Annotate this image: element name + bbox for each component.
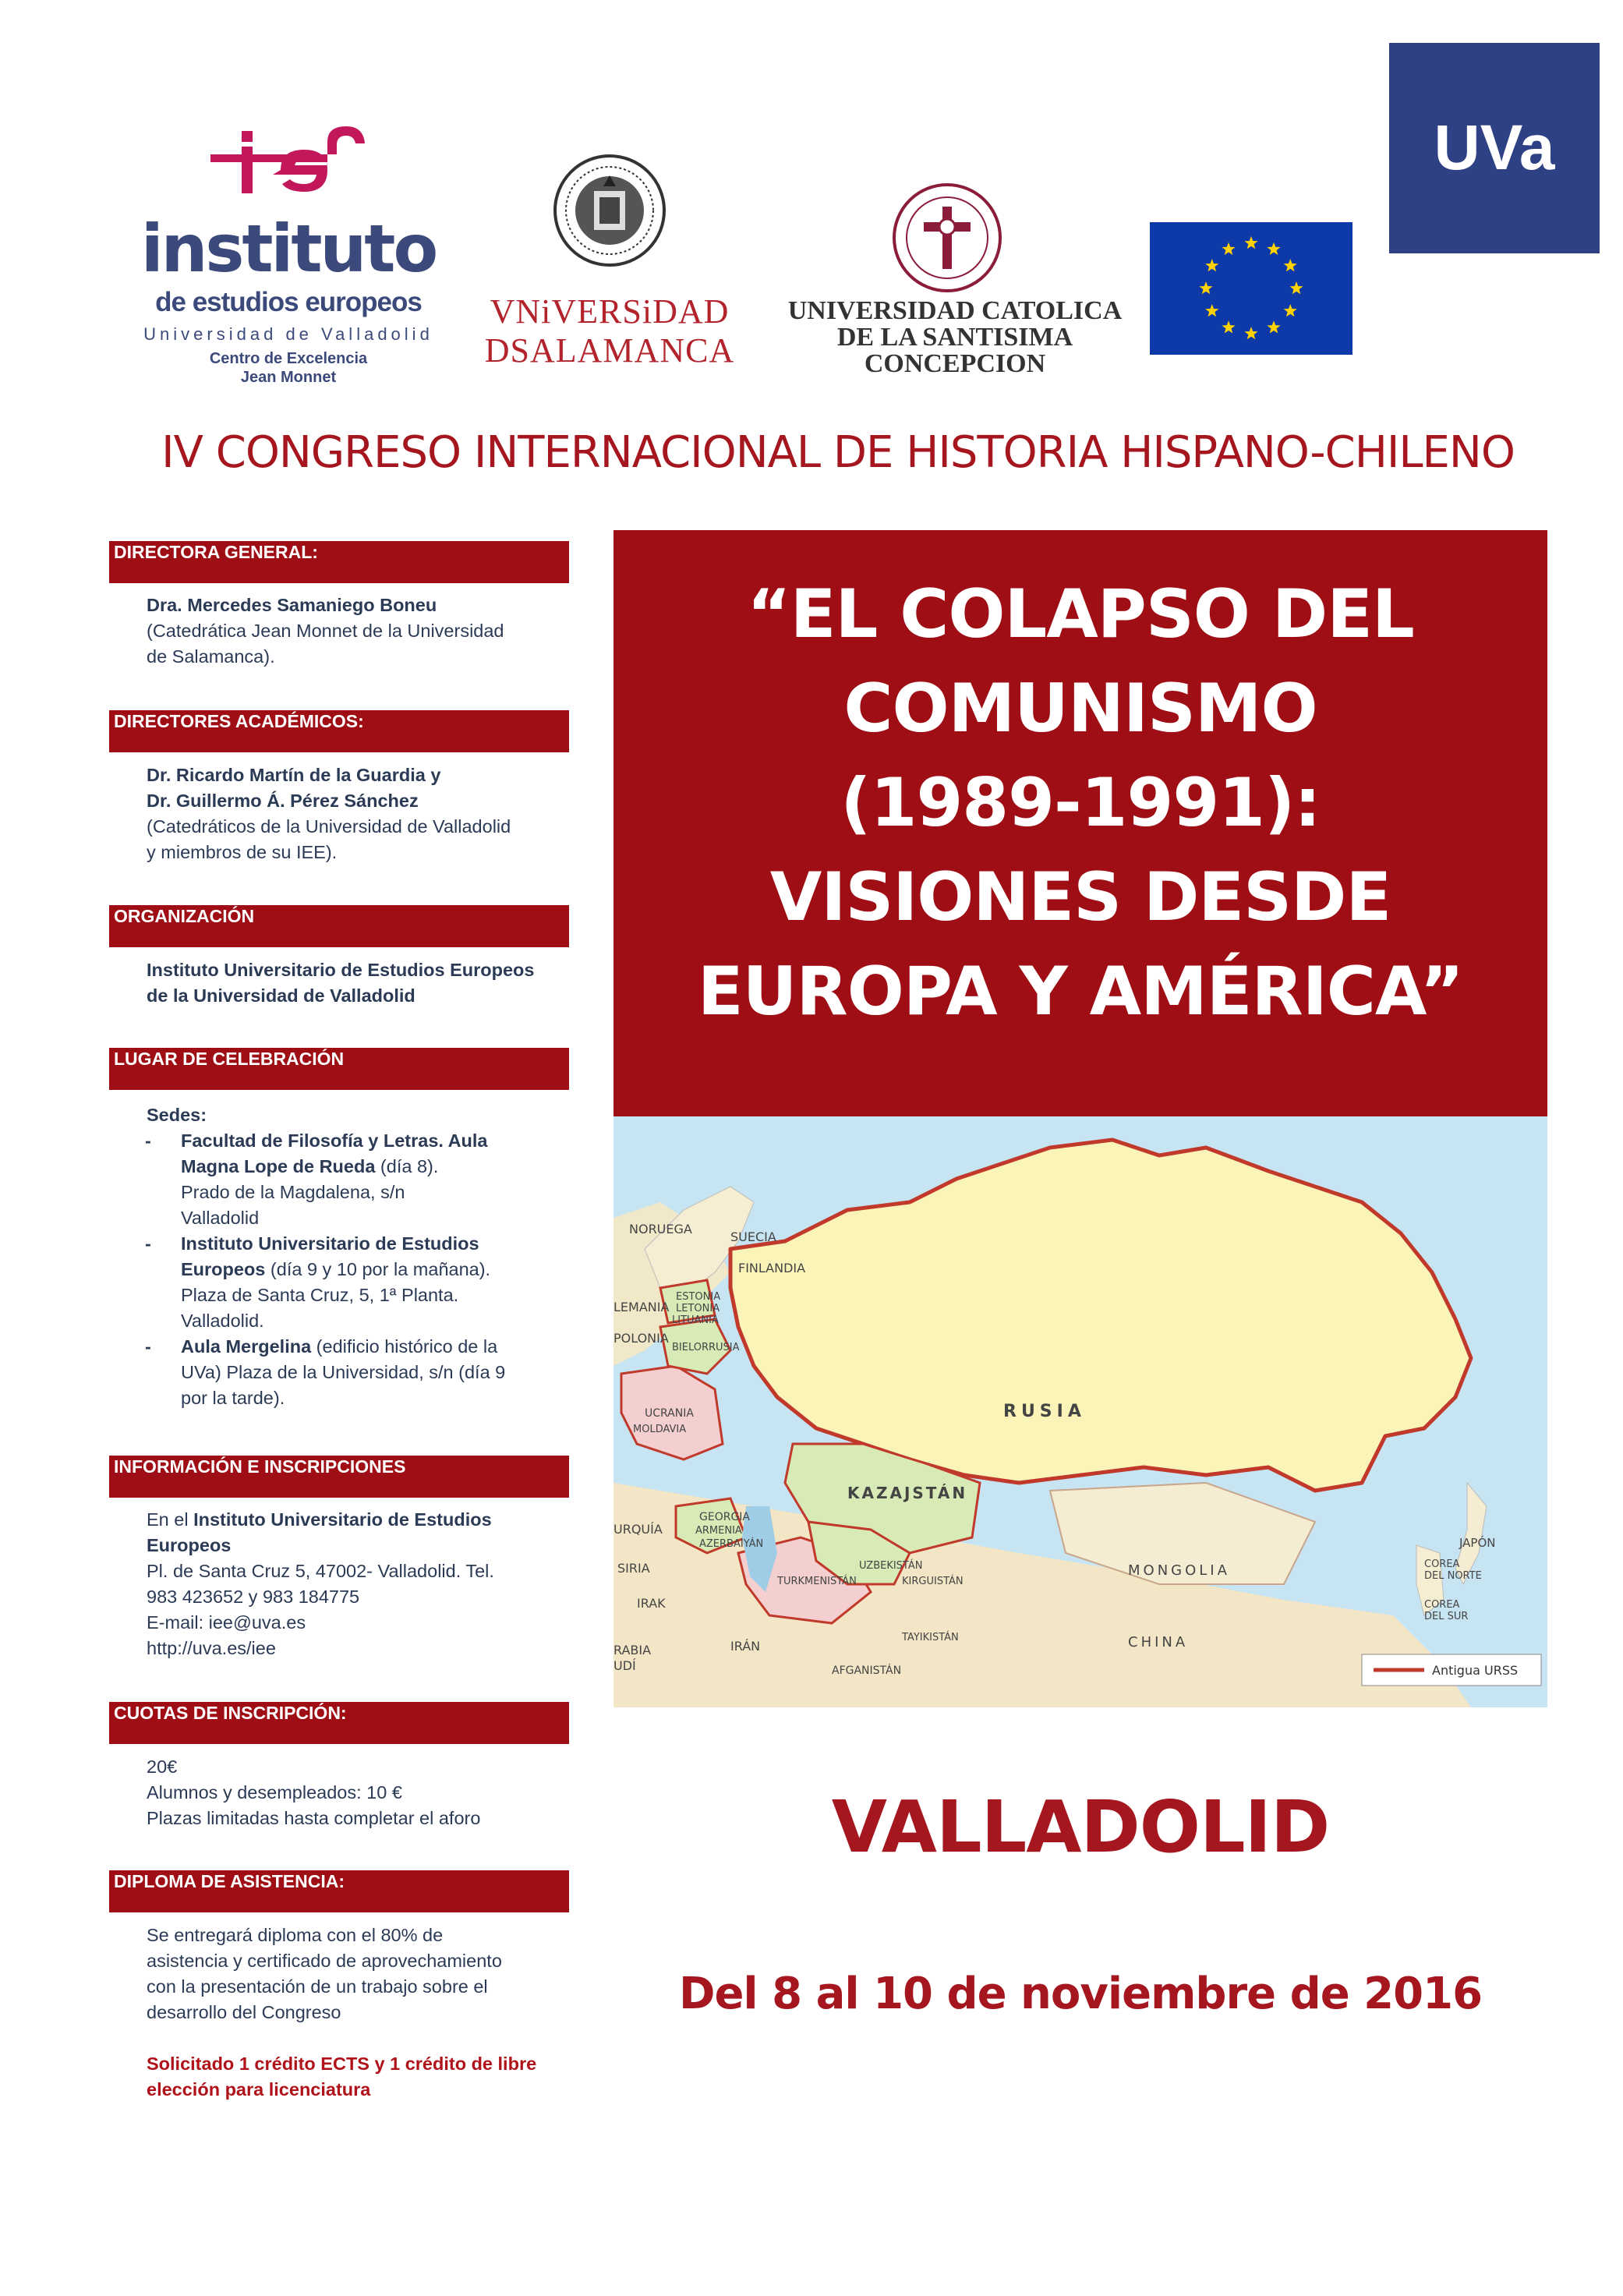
map-label-afganistan: AFGANISTÁN (832, 1665, 902, 1677)
info-bold-1: Instituto Universitario de Estudios (193, 1509, 492, 1530)
info-intro: En el (147, 1509, 194, 1530)
section-heading-cuotas: CUOTAS DE INSCRIPCIÓN: (109, 1702, 569, 1744)
info-email[interactable]: E-mail: iee@uva.es (147, 1612, 306, 1633)
section-body-cuotas (147, 1754, 568, 1831)
organizacion-line-1: Instituto Universitario de Estudios Europeos (147, 960, 535, 980)
ussr-map (613, 1116, 1547, 1707)
event-dates: Del 8 al 10 de noviembre de 2016 (678, 1969, 1483, 2019)
map-label-ucrania: UCRANIA (645, 1407, 694, 1420)
ucsc-text (783, 298, 1126, 377)
usal-text (477, 292, 742, 370)
map-label-corea-sur-2: DEL SUR (1424, 1611, 1469, 1622)
map-label-polonia: POLONIA (613, 1331, 669, 1346)
map-label-bielorrusia: BIELORRUSIA (672, 1342, 740, 1353)
map-label-turquia: URQUÍA (613, 1522, 663, 1537)
section-body-organizacion (147, 957, 568, 1009)
eu-star-icon (1244, 236, 1257, 249)
organizacion-line-2: de la Universidad de Valladolid (147, 985, 415, 1006)
map-legend (1362, 1654, 1541, 1686)
usal-logo (477, 152, 742, 386)
uva-logo (1389, 43, 1600, 253)
sede-3-bold-1: Aula Mergelina (181, 1336, 312, 1357)
section-heading-diploma: DIPLOMA DE ASISTENCIA: (109, 1870, 569, 1912)
eu-star-icon (1284, 259, 1297, 271)
section-body-directores (147, 762, 568, 865)
info-line-3: Pl. de Santa Cruz 5, 47002- Valladolid. Tel. (147, 1561, 494, 1581)
sede-2-line-3: Plaza de Santa Cruz, 5, 1ª Planta. (181, 1285, 459, 1305)
map-label-estonia: ESTONIA (676, 1291, 721, 1303)
map-label-corea-norte-1: COREA (1424, 1558, 1460, 1570)
eu-star-icon (1267, 320, 1280, 333)
map-label-corea-sur-1: COREA (1424, 1599, 1460, 1611)
ussr-map-image (613, 1116, 1547, 1707)
directora-detail-2: de Salamanca). (147, 646, 275, 667)
cuotas-line-2: Alumnos y desempleados: 10 € (147, 1782, 402, 1802)
section-body-lugar (147, 1102, 568, 1411)
ucsc-line1: UNIVERSIDAD CATOLICA (787, 296, 1123, 325)
main-title-line-2: COMUNISMO (843, 670, 1317, 748)
map-label-siria: SIRIA (617, 1561, 650, 1576)
ucsc-logo (783, 179, 1126, 378)
diploma-note-2: elección para licenciatura (147, 2079, 371, 2100)
section-body-diploma (147, 1923, 568, 2103)
usal-seal-icon (551, 152, 668, 269)
main-title (613, 568, 1547, 1039)
eu-stars-icon (1150, 222, 1352, 355)
map-label-kazajstan: KAZAJSTÁN (847, 1484, 968, 1502)
eu-star-icon (1244, 327, 1257, 339)
map-label-letonia: LETONIA (676, 1303, 720, 1314)
map-label-saudi: UDÍ (613, 1658, 636, 1673)
info-bold-2: Europeos (147, 1535, 232, 1555)
iee-emblem-icon (210, 125, 366, 195)
list-dash: - (145, 1336, 151, 1357)
map-label-mongolia: MONGOLIA (1128, 1562, 1230, 1579)
main-title-line-5: EUROPA Y AMÉRICA” (697, 953, 1464, 1031)
sede-3-rest-1: (edificio histórico de la (311, 1336, 498, 1357)
map-label-moldavia: MOLDAVIA (633, 1424, 687, 1435)
eu-star-icon (1205, 304, 1218, 317)
map-label-alemania: LEMANIA (613, 1300, 670, 1314)
map-label-uzbekistan: UZBEKISTÁN (859, 1560, 923, 1572)
iee-subtitle: de estudios europeos (155, 287, 422, 317)
diploma-line-2: asistencia y certificado de aprovechamiento (147, 1951, 502, 1971)
sede-2-rest-2: (día 9 y 10 por la mañana). (265, 1259, 491, 1279)
map-label-suecia: SUECIA (730, 1229, 776, 1244)
sede-1-bold-1: Facultad de Filosofía y Letras. Aula (181, 1130, 488, 1151)
map-label-finlandia: FINLANDIA (738, 1261, 806, 1275)
map-label-noruega: NORUEGA (629, 1222, 692, 1236)
eu-star-icon (1222, 320, 1235, 333)
iee-center-line1: Centro de Excelencia (209, 350, 368, 367)
info-line-4: 983 423652 y 983 184775 (147, 1587, 360, 1607)
city-title: VALLADOLID (831, 1785, 1330, 1869)
sede-1-bold-2: Magna Lope de Rueda (181, 1156, 376, 1176)
directores-name-1: Dr. Ricardo Martín de la Guardia y (147, 765, 441, 785)
section-body-informacion (147, 1507, 568, 1661)
iee-university: Universidad de Valladolid (143, 324, 433, 344)
eu-flag (1150, 222, 1352, 355)
sede-2-bold-2: Europeos (181, 1259, 266, 1279)
diploma-note-1: Solicitado 1 crédito ECTS y 1 crédito de libre (147, 2054, 537, 2074)
usal-line1: VNiVERSiDAD (490, 292, 730, 331)
sede-1-rest-2: (día 8). (375, 1156, 439, 1176)
map-label-kirguistan: KIRGUISTÁN (902, 1576, 964, 1587)
directores-name-2: Dr. Guillermo Á. Pérez Sánchez (147, 791, 419, 811)
sede-2-bold-1: Instituto Universitario de Estudios (181, 1233, 479, 1254)
map-label-azerbaiyan: AZERBAIYÁN (699, 1538, 764, 1550)
directores-detail-2: y miembros de su IEE). (147, 842, 338, 862)
eu-star-icon (1289, 281, 1303, 294)
info-url[interactable]: http://uva.es/iee (147, 1638, 276, 1658)
iee-logo (136, 125, 440, 390)
usal-line2: DSALAMANCA (484, 331, 735, 370)
eu-star-icon (1222, 242, 1235, 255)
sede-1-line-3: Prado de la Magdalena, s/n (181, 1182, 405, 1202)
eu-star-icon (1205, 259, 1218, 271)
eu-star-icon (1284, 304, 1297, 317)
sede-2-line-4: Valladolid. (181, 1311, 264, 1331)
sede-3-line-2: UVa) Plaza de la Universidad, s/n (día 9 (181, 1362, 506, 1382)
list-dash: - (145, 1233, 151, 1254)
main-title-box (613, 530, 1547, 1119)
sede-1-line-4: Valladolid (181, 1208, 260, 1228)
diploma-line-4: desarrollo del Congreso (147, 2002, 341, 2022)
section-heading-informacion: INFORMACIÓN E INSCRIPCIONES (109, 1456, 569, 1498)
cuotas-line-1: 20€ (147, 1756, 178, 1777)
section-heading-directora: DIRECTORA GENERAL: (109, 541, 569, 583)
map-label-arabia: RABIA (613, 1643, 652, 1657)
diploma-line-3: con la presentación de un trabajo sobre el (147, 1976, 488, 1997)
map-label-turkmenistan: TURKMENISTÁN (777, 1576, 857, 1587)
map-label-tayikistan: TAYIKISTÁN (902, 1632, 959, 1643)
iee-center-line2: Jean Monnet (240, 369, 337, 386)
map-label-armenia: ARMENIA (695, 1525, 742, 1537)
ucsc-line2: DE LA SANTISIMA CONCEPCION (836, 323, 1073, 378)
sede-item (147, 1128, 568, 1231)
section-heading-lugar: LUGAR DE CELEBRACIÓN (109, 1048, 569, 1090)
eu-star-icon (1267, 242, 1280, 255)
section-heading-organizacion: ORGANIZACIÓN (109, 905, 569, 947)
section-body-directora (147, 593, 568, 670)
iee-wordmark: instituto (140, 210, 437, 287)
map-label-georgia: GEORGIA (699, 1511, 750, 1523)
main-title-line-1: “EL COLAPSO DEL (747, 575, 1414, 653)
map-label-lituania: LITUANIA (672, 1314, 719, 1326)
main-title-line-3: (1989-1991): (840, 764, 1321, 842)
map-label-japon: JAPÓN (1459, 1536, 1496, 1550)
map-label-irak: IRAK (637, 1596, 666, 1611)
map-label-rusia: RUSIA (1003, 1402, 1086, 1421)
section-heading-directores: DIRECTORES ACADÉMICOS: (109, 710, 569, 752)
eu-star-icon (1199, 281, 1212, 294)
iee-center (136, 349, 440, 387)
directora-name: Dra. Mercedes Samaniego Boneu (147, 595, 437, 615)
list-dash: - (145, 1130, 151, 1151)
map-label-corea-norte-2: DEL NORTE (1424, 1570, 1482, 1582)
sede-item (147, 1334, 568, 1411)
congress-title: IV CONGRESO INTERNACIONAL DE HISTORIA HISPANO-CHILENO (161, 427, 1515, 478)
uva-logo-text: UVa (1434, 112, 1555, 183)
ucsc-seal-icon (889, 179, 1006, 296)
diploma-line-1: Se entregará diploma con el 80% de (147, 1925, 444, 1945)
directora-detail-1: (Catedrática Jean Monnet de la Universidad (147, 621, 504, 641)
directores-detail-1: (Catedráticos de la Universidad de Valladolid (147, 816, 511, 837)
cuotas-line-3: Plazas limitadas hasta completar el aforo (147, 1808, 481, 1828)
sedes-label: Sedes: (147, 1105, 207, 1125)
map-label-china: CHINA (1128, 1634, 1189, 1650)
sede-item (147, 1231, 568, 1334)
sede-3-line-3: por la tarde). (181, 1388, 285, 1408)
map-label-iran: IRÁN (730, 1639, 761, 1654)
main-title-line-4: VISIONES DESDE (769, 858, 1391, 936)
map-legend-label: Antigua URSS (1432, 1663, 1519, 1678)
